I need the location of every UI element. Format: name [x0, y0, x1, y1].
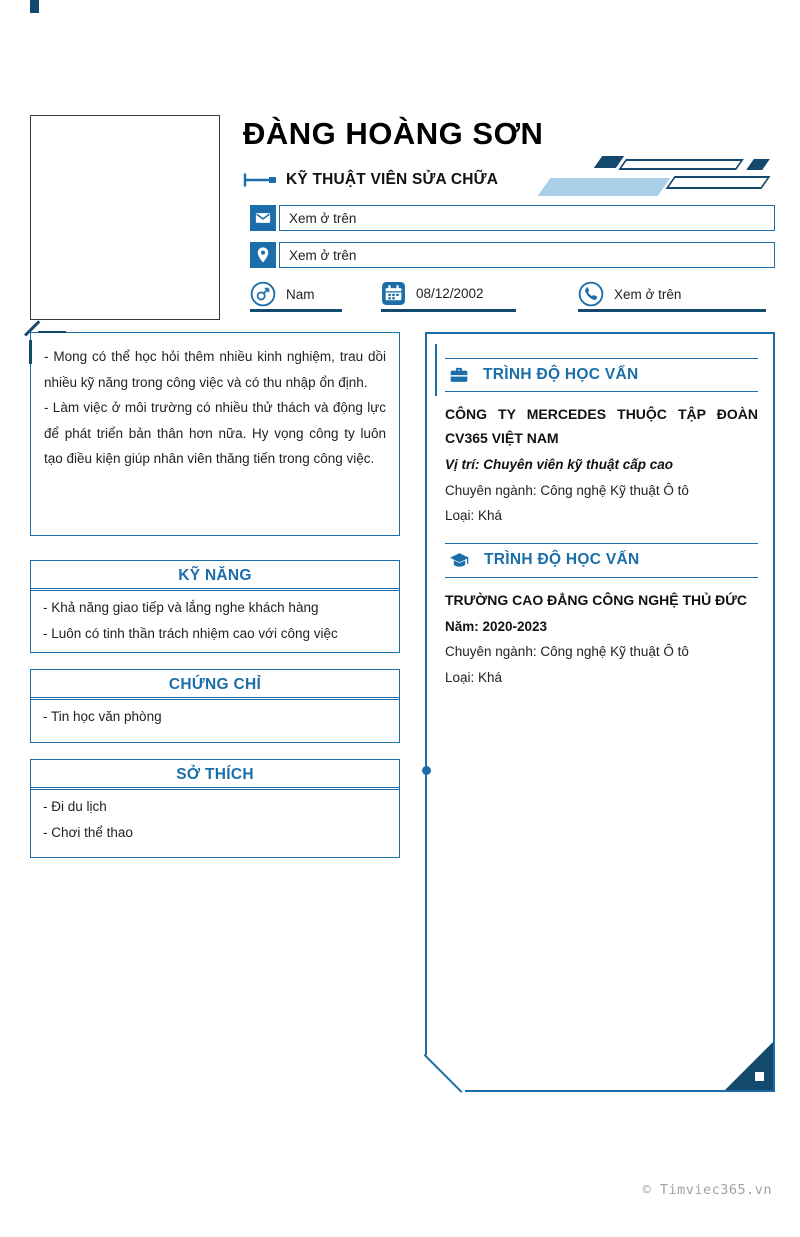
experience-section-header	[445, 358, 758, 392]
education-grade: Loại: Khá	[445, 669, 503, 685]
email-input[interactable]: Xem ở trên	[279, 205, 775, 231]
list-item: - Đi du lịch	[43, 799, 107, 814]
education-section-title: TRÌNH ĐỘ HỌC VẤN	[484, 551, 640, 568]
address-field-row	[250, 242, 775, 268]
phone-value[interactable]: Xem ở trên	[614, 286, 682, 302]
title-marker-icon	[243, 172, 277, 188]
candidate-name: ĐÀNG HOÀNG SƠN	[243, 116, 544, 151]
panel-accent-line	[435, 344, 437, 396]
certificates-list	[30, 697, 400, 743]
objective-paragraph-2: - Làm việc ở môi trường có nhiều thử thách và động lực để phát triển bản thân hơn nữa. Hy vọng công ty luôn tạo điều kiện giúp nhân viên thăng tiến trong công việc.	[44, 400, 386, 467]
watermark: © Timviec365.vn	[642, 1182, 772, 1198]
gender-icon	[250, 281, 276, 307]
objective-box	[30, 332, 400, 536]
panel-corner-triangle	[725, 1042, 773, 1090]
experience-position: Vị trí: Chuyên viên kỹ thuật cấp cao	[445, 457, 674, 472]
graduation-cap-icon	[447, 550, 472, 571]
hobbies-title: SỞ THÍCH	[176, 765, 254, 783]
calendar-icon	[381, 281, 406, 306]
deco-bar-outline	[618, 159, 744, 170]
job-title: KỸ THUẬT VIÊN SỬA CHỮA	[286, 171, 499, 188]
deco-parallelogram-light	[538, 178, 671, 196]
experience-organization: CÔNG TY MERCEDES THUỘC TẬP ĐOÀN CV365 VIỆT NAM	[445, 406, 758, 446]
skills-section-header	[30, 560, 400, 591]
experience-major: Chuyên ngành: Công nghệ Kỹ thuật Ô tô	[445, 482, 689, 498]
briefcase-icon	[447, 365, 471, 385]
list-item: - Chơi thể thao	[43, 825, 133, 840]
email-field-row	[250, 205, 775, 231]
hobbies-list	[30, 787, 400, 858]
hobbies-section-header	[30, 759, 400, 790]
address-input[interactable]: Xem ở trên	[279, 242, 775, 268]
location-pin-icon	[250, 242, 276, 268]
corner-decoration	[30, 0, 39, 13]
experience-grade: Loại: Khá	[445, 508, 503, 523]
objective-paragraph-1: - Mong có thể học hỏi thêm nhiều kinh nghiệm, trau dồi nhiều kỹ năng trong công việc và có thu nhập ổn định.	[44, 349, 386, 390]
panel-corner-square	[755, 1072, 764, 1081]
dob-item	[381, 281, 484, 306]
deco-bar-outline-2	[665, 176, 770, 189]
certificates-title: CHỨNG CHỈ	[168, 675, 262, 693]
education-school: TRƯỜNG CAO ĐẲNG CÔNG NGHỆ THỦ ĐỨC	[445, 591, 747, 608]
education-years: Năm: 2020-2023	[445, 618, 548, 634]
job-title-row	[243, 171, 498, 189]
list-item: - Tin học văn phòng	[43, 709, 162, 724]
dob-value[interactable]: 08/12/2002	[416, 286, 484, 301]
list-item: - Khả năng giao tiếp và lắng nghe khách hàng	[43, 600, 319, 615]
phone-icon	[578, 281, 604, 307]
panel-content	[445, 358, 758, 690]
skills-list	[30, 588, 400, 653]
gender-underline	[250, 309, 342, 312]
phone-underline	[578, 309, 766, 312]
experience-section-title: TRÌNH ĐỘ HỌC VẤN	[483, 366, 639, 383]
dob-underline	[381, 309, 516, 312]
education-section-header	[445, 543, 758, 578]
deco-bar-fill-small	[746, 159, 770, 170]
panel-dot-decoration	[422, 766, 431, 775]
gender-item	[250, 281, 315, 307]
objective-left-decoration	[29, 340, 32, 364]
objective-top-decoration	[38, 331, 66, 334]
phone-item	[578, 281, 681, 307]
envelope-icon	[250, 205, 276, 231]
header-decoration	[540, 150, 780, 206]
right-panel	[425, 332, 775, 1092]
list-item: - Luôn có tinh thần trách nhiệm cao với công việc	[43, 626, 338, 641]
skills-title: KỸ NĂNG	[178, 566, 252, 584]
education-major: Chuyên ngành: Công nghệ Kỹ thuật Ô tô	[445, 644, 689, 659]
gender-value[interactable]: Nam	[286, 286, 315, 302]
photo-placeholder[interactable]	[30, 115, 220, 320]
certificates-section-header	[30, 669, 400, 700]
